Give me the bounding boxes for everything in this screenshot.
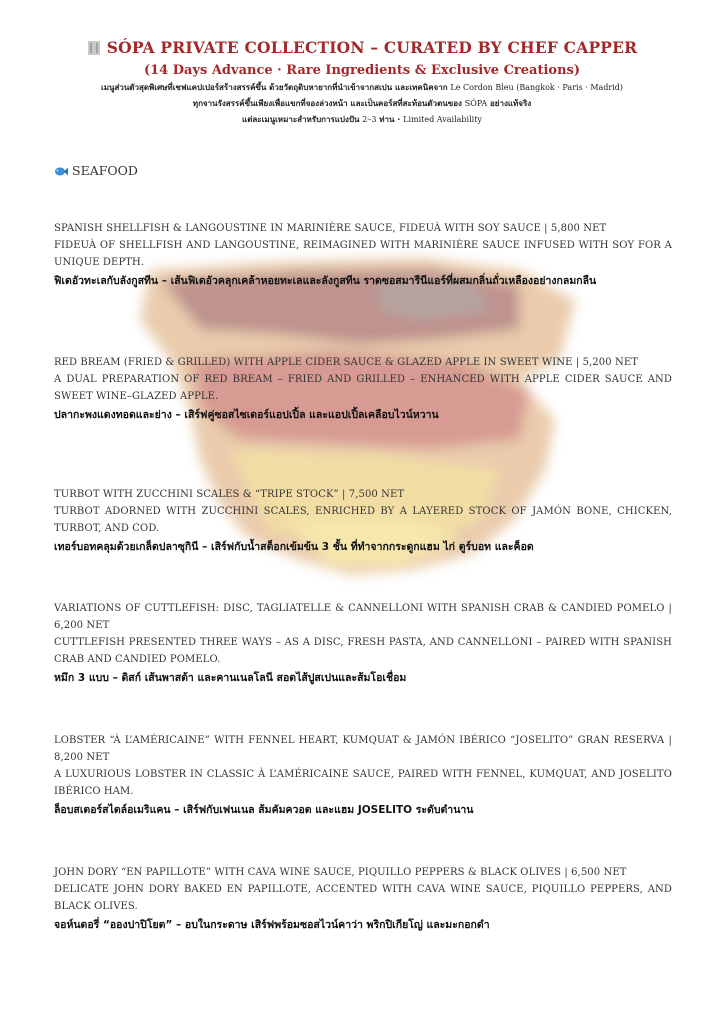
menu-title xyxy=(0,38,724,57)
menu-item xyxy=(54,732,672,819)
item-name: TURBOT WITH ZUCCHINI SCALES & “TRIPE STOCK” | 7,500 NET xyxy=(54,489,405,500)
menu-item xyxy=(54,600,672,687)
item-description: A LUXURIOUS LOBSTER IN CLASSIC À L’AMÉRICAINE SAUCE, PAIRED WITH FENNEL, KUMQUAT, AND JOSELITO IBÉRICO HAM. xyxy=(54,769,672,797)
header-line-1-thai: เมนูส่วนตัวสุดพิเศษที่เชฟแคปเปอร์สร้างสรรค์ขึ้น ด้วยวัตถุดิบหายากที่นำเข้าจากสเปน และเทคนิคจาก xyxy=(100,83,448,92)
item-description: TURBOT ADORNED WITH ZUCCHINI SCALES, ENRICHED BY A LAYERED STOCK OF JAMÓN BONE, CHICKEN, TURBOT, AND COD. xyxy=(54,506,672,534)
menu-item xyxy=(54,220,672,290)
item-description: CUTTLEFISH PRESENTED THREE WAYS – AS A DISC, FRESH PASTA, AND CANNELLONI – PAIRED WITH SPANISH CRAB AND CANDIED POMELO. xyxy=(54,637,672,665)
item-description: FIDEUÀ OF SHELLFISH AND LANGOUSTINE, REIMAGINED WITH MARINIÈRE SAUCE INFUSED WITH SOY FOR A UNIQUE DEPTH. xyxy=(54,240,672,268)
menu-subtitle: (14 Days Advance · Rare Ingredients & Exclusive Creations) xyxy=(143,63,580,78)
item-name: JOHN DORY “EN PAPILLOTE” WITH CAVA WINE SAUCE, PIQUILLO PEPPERS & BLACK OLIVES | 6,500 NET xyxy=(54,867,627,878)
header-line-1-latin: Le Cordon Bleu (Bangkok · Paris · Madrid) xyxy=(450,83,624,92)
item-thai-description: ปลากะพงแดงทอดและย่าง – เสิร์ฟคู่ซอสไซเดอร์แอปเปิ้ล และแอปเปิ้ลเคลือบไวน์หวาน xyxy=(54,409,439,421)
section-title-text: SEAFOOD xyxy=(72,163,138,178)
item-name: VARIATIONS OF CUTTLEFISH: DISC, TAGLIATELLE & CANNELLONI WITH SPANISH CRAB & CANDIED POMELO | 6,200 NET xyxy=(54,603,672,631)
item-description: A DUAL PREPARATION OF RED BREAM – FRIED AND GRILLED – ENHANCED WITH APPLE CIDER SAUCE AND SWEET WINE–GLAZED APPLE. xyxy=(54,374,672,402)
header-line-2-thai-b: อย่างแท้จริง xyxy=(489,99,532,108)
menu-title-text: SÓPA PRIVATE COLLECTION – CURATED BY CHEF CAPPER xyxy=(106,38,638,57)
plate-with-cutlery-icon xyxy=(87,40,101,56)
header-line-2-latin: SÓPA xyxy=(464,99,488,108)
item-thai-description: จอห์นดอรี่ “อองปาปิโยต” – อบในกระดาษ เสิร์ฟพร้อมซอสไวน์คาว่า พริกปิเกียโญ่ และมะกอกดำ xyxy=(54,919,490,931)
item-name: RED BREAM (FRIED & GRILLED) WITH APPLE CIDER SAUCE & GLAZED APPLE IN SWEET WINE | 5,200 NET xyxy=(54,357,638,368)
header-line-3-thai: แต่ละเมนูเหมาะสำหรับการแบ่งปัน xyxy=(242,115,360,124)
fish-icon xyxy=(54,165,68,176)
menu-item xyxy=(54,486,672,556)
item-thai-description: ฟิเดอัวทะเลกับลังกูสทีน – เส้นฟิเดอัวคลุกเคล้าหอยทะเลและลังกูสทีน ราดซอสมารีนีแอร์ที่ผสมกลิ่นถั่วเหลืองอย่างกลมกลืน xyxy=(54,275,597,287)
menu-header xyxy=(0,0,724,126)
item-description: DELICATE JOHN DORY BAKED EN PAPILLOTE, ACCENTED WITH CAVA WINE SAUCE, PIQUILLO PEPPERS, AND BLACK OLIVES. xyxy=(54,884,672,912)
header-line-1 xyxy=(0,81,724,94)
item-thai-description: เทอร์บอทคลุมด้วยเกล็ดปลาซุกินี – เสิร์ฟกับน้ำสต็อกเข้มข้น 3 ชั้น ที่ทำจากกระดูกแฮม ไก่ ตูร์บอท และค็อด xyxy=(54,541,534,553)
header-line-2 xyxy=(0,97,724,110)
header-line-2-thai-a: ทุกจานรังสรรค์ขึ้นเพียงเพื่อแขกที่จองล่วงหน้า และเป็นคอร์สที่สะท้อนตัวตนของ xyxy=(192,99,462,108)
header-line-3-latin: 2–3 xyxy=(362,115,377,124)
header-line-3-thai-b: ท่าน · xyxy=(379,115,401,124)
header-line-3 xyxy=(0,113,724,126)
item-name: LOBSTER “À L’AMÉRICAINE” WITH FENNEL HEART, KUMQUAT & JAMÓN IBÉRICO “JOSELITO” GRAN RESERVA | 8,200 NET xyxy=(54,735,672,763)
menu-item xyxy=(54,354,672,424)
header-line-3-latin-b: Limited Availability xyxy=(403,115,482,124)
item-thai-description: หมึก 3 แบบ – ดิสก์ เส้นพาสต้า และคานเนลโลนี สอดไส้ปูสเปนและส้มโอเชื่อม xyxy=(54,672,407,684)
item-name: SPANISH SHELLFISH & LANGOUSTINE IN MARINIÈRE SAUCE, FIDEUÀ WITH SOY SAUCE | 5,800 NET xyxy=(54,223,607,234)
section-heading xyxy=(54,163,138,178)
menu-item xyxy=(54,864,672,934)
item-thai-description: ล็อบสเตอร์สไตล์อเมริแคน – เสิร์ฟกับเฟนเนล ส้มคัมควอต และแฮม JOSELITO ระดับตำนาน xyxy=(54,804,474,816)
